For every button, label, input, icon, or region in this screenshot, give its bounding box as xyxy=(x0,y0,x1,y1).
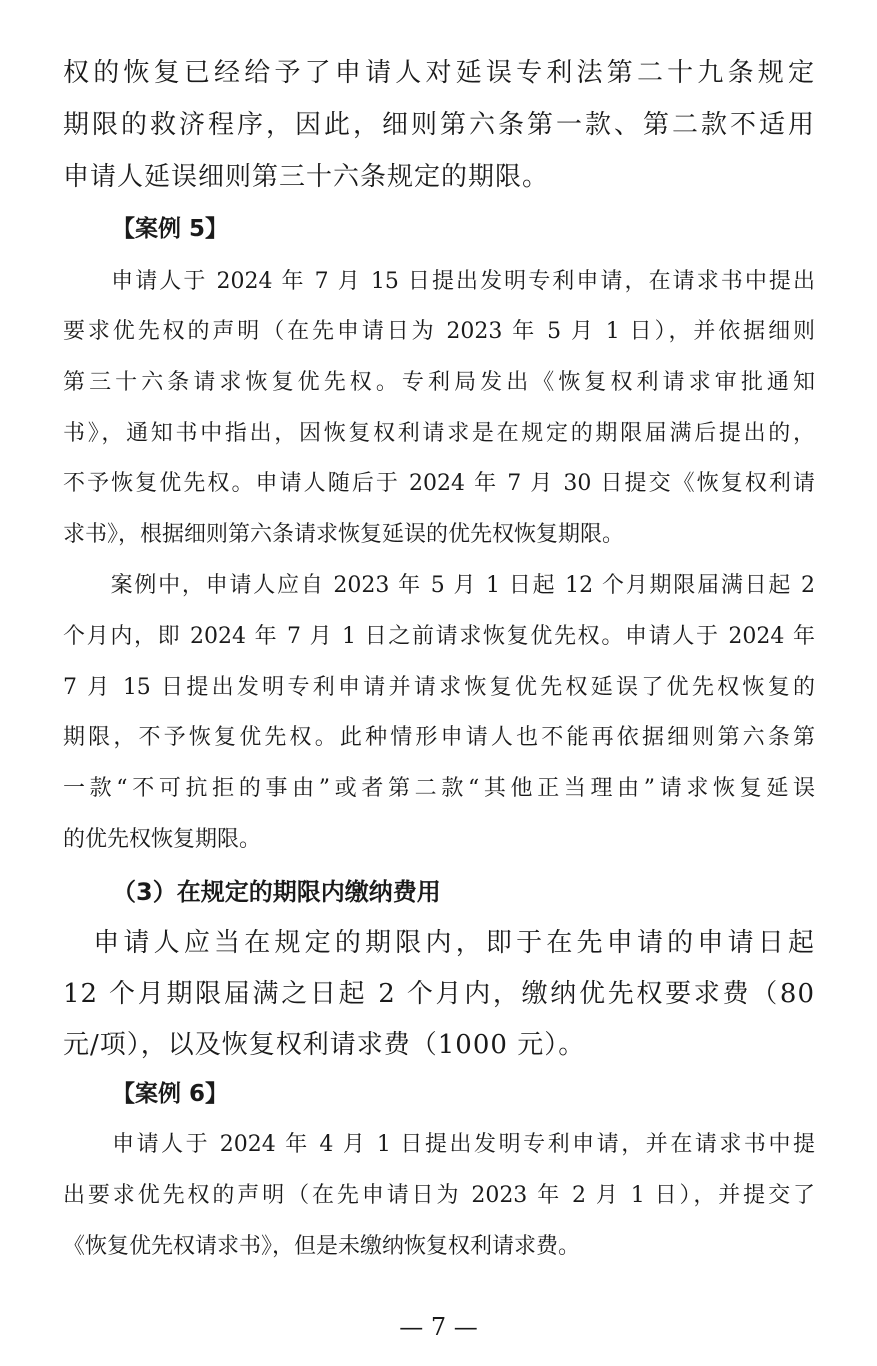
case5-p1-line-2: 要求优先权的声明（在先申请日为 2023 年 5 月 1 日），并依据细则 xyxy=(63,319,815,344)
case6-p1-line-3: 《恢复优先权请求书》，但是未缴纳恢复权利请求费。 xyxy=(63,1234,581,1259)
section3-line-3: 元/项），以及恢复权利请求费（1000 元）。 xyxy=(63,1030,586,1060)
page-number: — 7 — xyxy=(399,1313,478,1341)
case5-p1-line-5: 不予恢复优先权。申请人随后于 2024 年 7 月 30 日提交《恢复权利请 xyxy=(63,471,815,496)
case5-heading: 【案例 5】 xyxy=(112,216,229,242)
case5-p2-line-3: 7 月 15 日提出发明专利申请并请求恢复优先权延误了优先权恢复的 xyxy=(63,675,815,700)
intro-line-3: 申请人延误细则第三十六条规定的期限。 xyxy=(63,162,550,192)
case5-p1-line-4: 书》，通知书中指出，因恢复权利请求是在规定的期限届满后提出的， xyxy=(63,421,815,446)
case5-p2-line-4: 期限，不予恢复优先权。此种情形申请人也不能再依据细则第六条第 xyxy=(63,725,815,750)
case5-p2-line-2: 个月内，即 2024 年 7 月 1 日之前请求恢复优先权。申请人于 2024 年 xyxy=(63,624,815,649)
intro-line-2: 期限的救济程序，因此，细则第六条第一款、第二款不适用 xyxy=(63,110,815,140)
intro-line-1: 权的恢复已经给予了申请人对延误专利法第二十九条规定 xyxy=(63,58,815,88)
case5-p1-line-1: 申请人于 2024 年 7 月 15 日提出发明专利申请，在请求书中提出 xyxy=(63,269,815,294)
section3-line-1: 申请人应当在规定的期限内，即于在先申请的申请日起 xyxy=(63,928,815,958)
case6-heading: 【案例 6】 xyxy=(112,1081,229,1107)
case6-p1-line-2: 出要求优先权的声明（在先申请日为 2023 年 2 月 1 日），并提交了 xyxy=(63,1183,815,1208)
section3-line-2: 12 个月期限届满之日起 2 个月内，缴纳优先权要求费（80 xyxy=(63,979,815,1009)
case5-p2-line-5: 一款“不可抗拒的事由”或者第二款“其他正当理由”请求恢复延误 xyxy=(63,776,815,801)
case5-p2-line-1: 案例中，申请人应自 2023 年 5 月 1 日起 12 个月期限届满日起 2 xyxy=(63,573,815,598)
case5-p1-line-3: 第三十六条请求恢复优先权。专利局发出《恢复权利请求审批通知 xyxy=(63,370,815,395)
case5-p1-line-6: 求书》，根据细则第六条请求恢复延误的优先权恢复期限。 xyxy=(63,522,625,547)
case6-p1-line-1: 申请人于 2024 年 4 月 1 日提出发明专利申请，并在请求书中提 xyxy=(63,1132,815,1157)
section3-heading: （3）在规定的期限内缴纳费用 xyxy=(112,878,441,906)
case5-p2-line-6: 的优先权恢复期限。 xyxy=(63,827,262,852)
